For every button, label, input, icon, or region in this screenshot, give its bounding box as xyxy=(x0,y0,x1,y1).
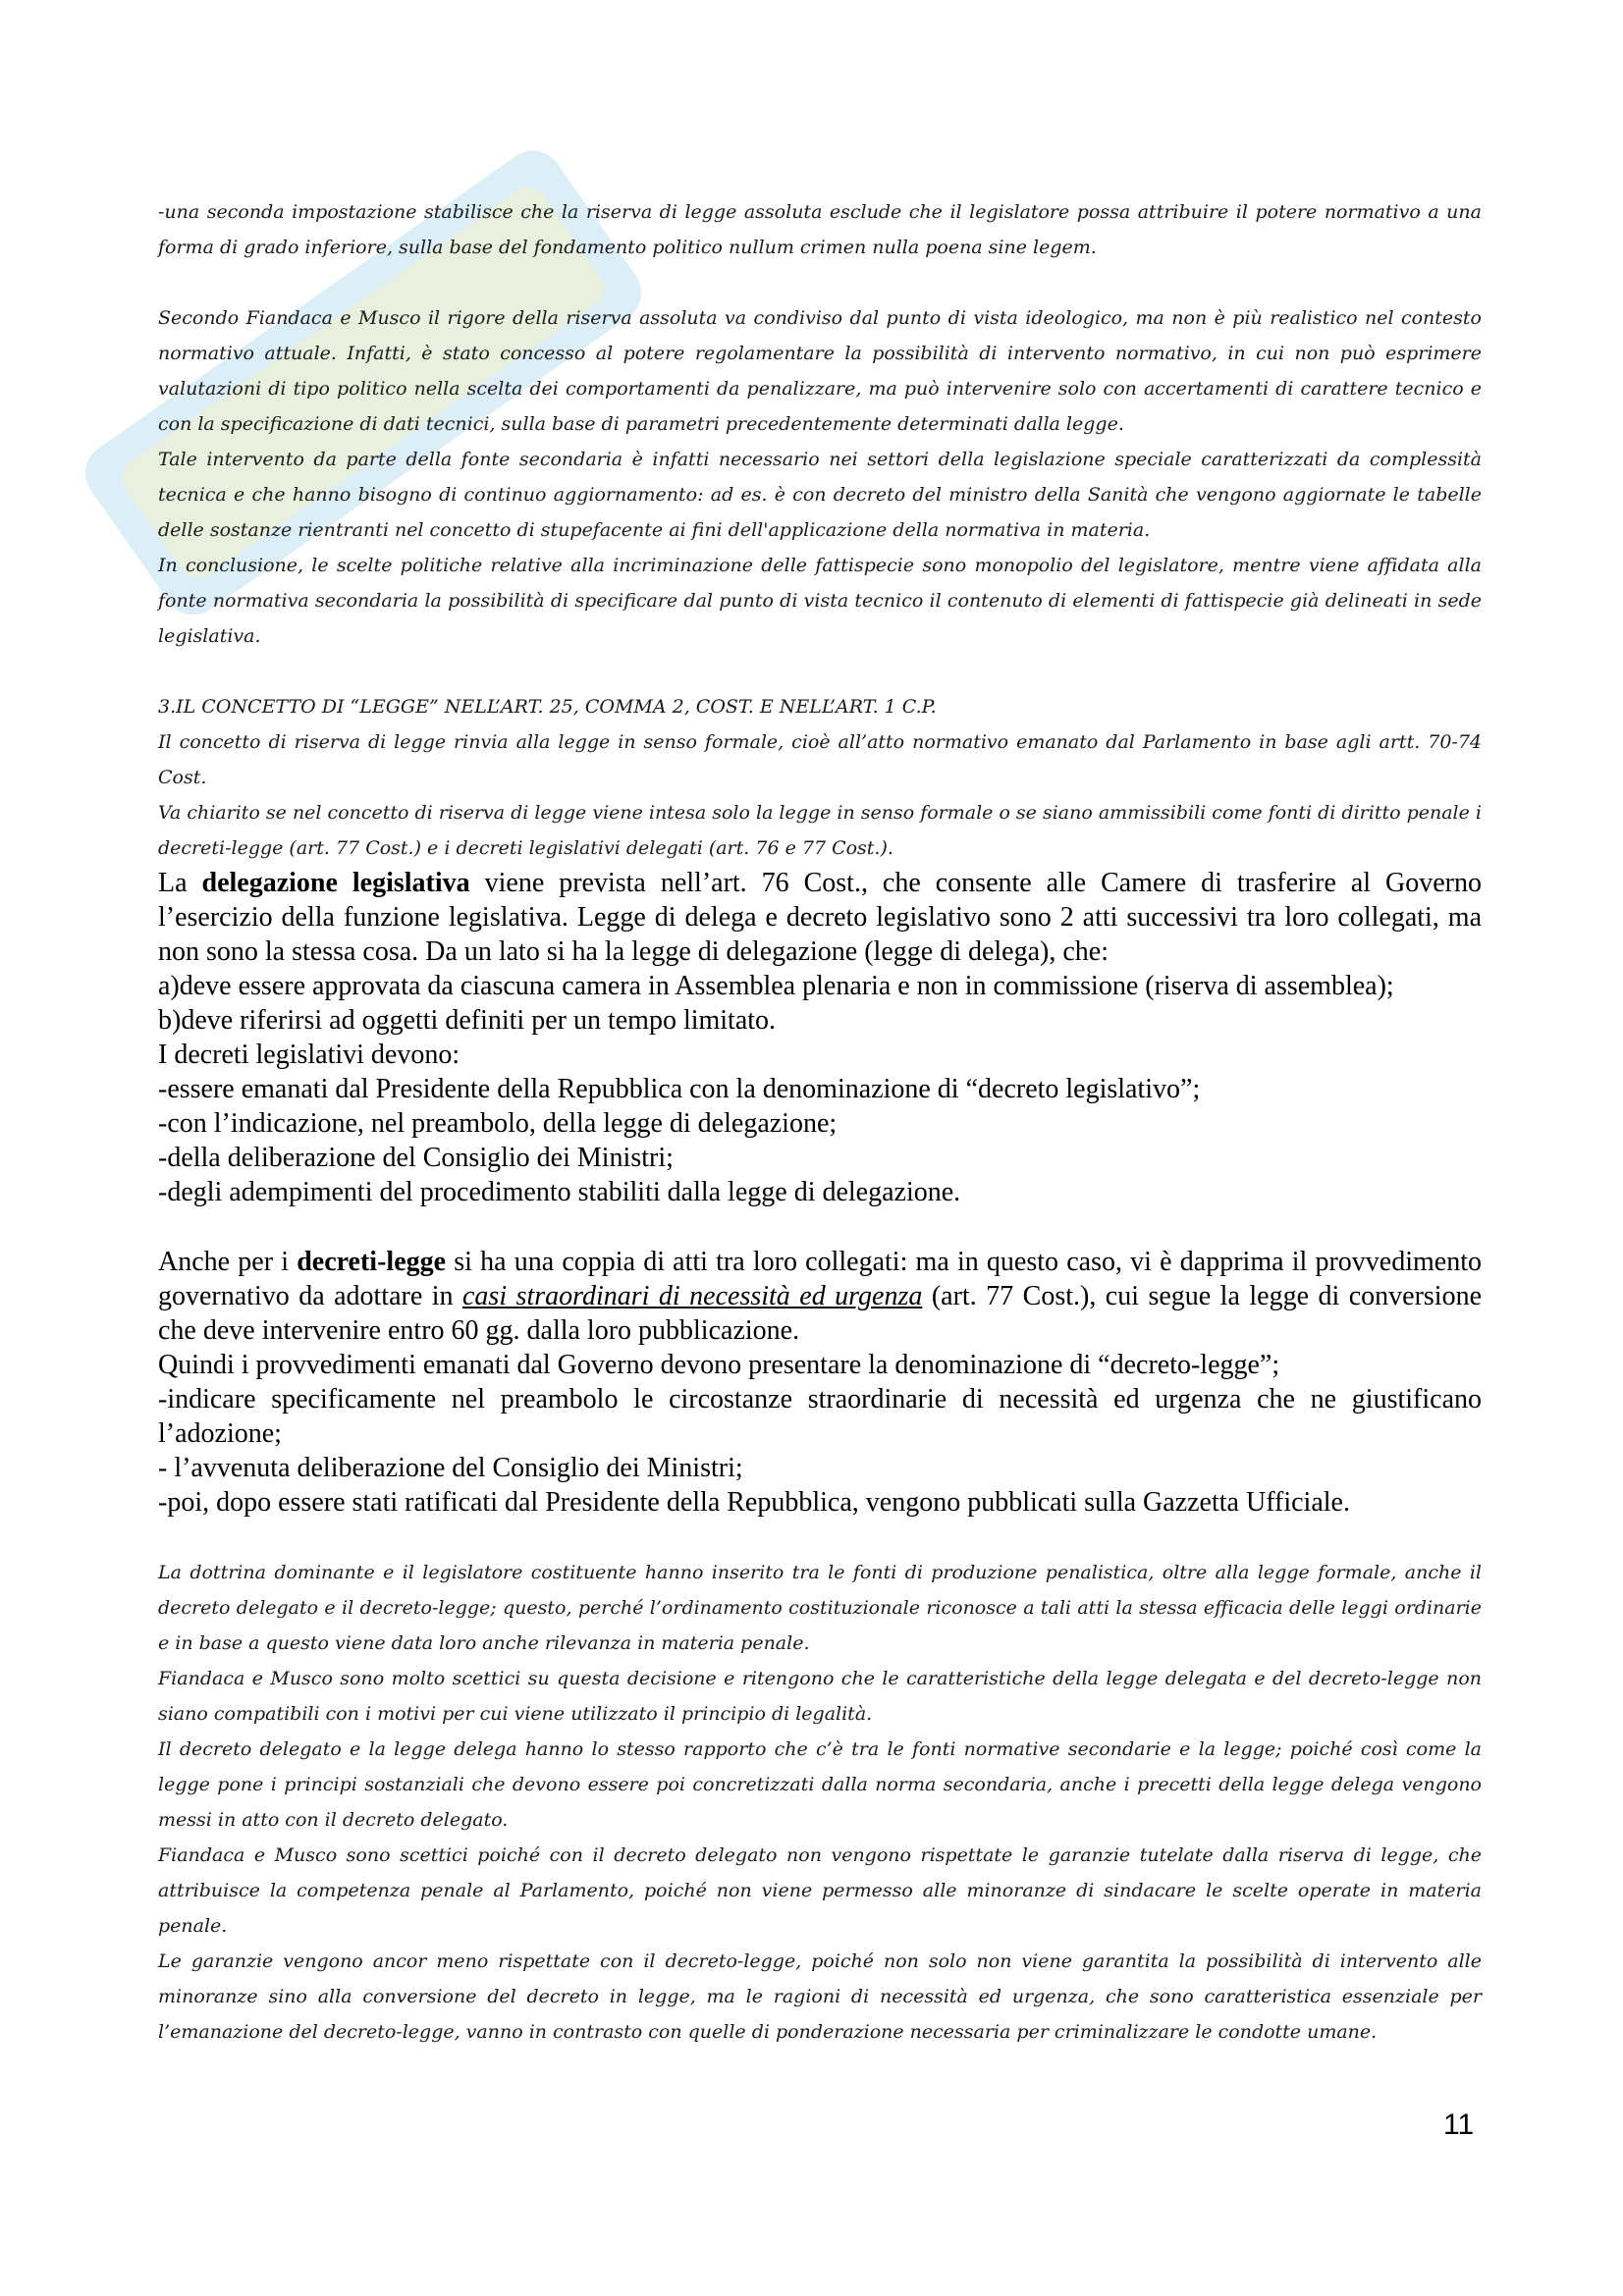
list-item: -della deliberazione del Consiglio dei Ministri; xyxy=(158,1143,674,1173)
paragraph: Va chiarito se nel concetto di riserva di legge viene intesa solo la legge in senso formale o se siano ammissibili come fonti di diritto penale i decreti-legge (art. 77 Cost.) e i decreti legislativi delegati (art. 76 e 77 Cost.). xyxy=(158,802,1482,859)
bold-term: delegazione legislativa xyxy=(201,868,470,898)
page-number: 11 xyxy=(1443,2109,1475,2141)
bold-term: decreti-legge xyxy=(297,1247,447,1277)
decreti-legge-intro: Anche per i decreti-legge si ha una coppia di atti tra loro collegati: ma in questo caso, vi è dapprima il provvedimento governativo da adottare in casi straordinari di necessità ed urgenza (art. 77 Cost.), cui segue la legge di conversione che deve intervenire entro 60 gg. dalla loro pubblicazione. xyxy=(158,1247,1482,1346)
paragraph: Le garanzie vengono ancor meno rispettate con il decreto-legge, poiché non solo non viene garantita la possibilità di intervento alle minoranze sino alla conversione del decreto in legge, ma le ragioni di necessità ed urgenza, che sono caratteristica essenziale per l’emanazione del decreto-legge, vanno in contrasto con quelle di ponderazione necessaria per criminalizzare le condotte umane. xyxy=(158,1950,1482,2043)
list-item: -essere emanati dal Presidente della Repubblica con la denominazione di “decreto legislativo”; xyxy=(158,1074,1201,1104)
list-item: Quindi i provvedimenti emanati dal Governo devono presentare la denominazione di “decreto-legge”; xyxy=(158,1350,1280,1380)
paragraph: La dottrina dominante e il legislatore costituente hanno inserito tra le fonti di produzione penalistica, oltre alla legge formale, anche il decreto delegato e il decreto-legge; questo, perché l’ordinamento costituzionale riconosce a tali atti la stessa efficacia delle leggi ordinarie e in base a questo viene data loro anche rilevanza in materia penale. xyxy=(158,1562,1482,1654)
section-heading: 3.IL CONCETTO DI “LEGGE” NELL’ART. 25, COMMA 2, COST. E NELL’ART. 1 C.P. xyxy=(158,696,937,718)
paragraph: Fiandaca e Musco sono scettici poiché con il decreto delegato non vengono rispettate le garanzie tutelate dalla riserva di legge, che attribuisce la competenza penale al Parlamento, poiché non viene permesso alle minoranze di sindacare le scelte operate in materia penale. xyxy=(158,1844,1482,1937)
list-item: -con l’indicazione, nel preambolo, della legge di delegazione; xyxy=(158,1108,838,1139)
paragraph: Il concetto di riserva di legge rinvia alla legge in senso formale, cioè all’atto normativo emanato dal Parlamento in base agli artt. 70-74 Cost. xyxy=(158,731,1482,788)
list-item: -poi, dopo essere stati ratificati dal Presidente della Repubblica, vengono pubblicati sulla Gazzetta Ufficiale. xyxy=(158,1487,1350,1518)
underlined-phrase: casi straordinari di necessità ed urgenza xyxy=(462,1281,923,1311)
section-riserva xyxy=(158,194,1482,2050)
paragraph: Il decreto delegato e la legge delega hanno lo stesso rapporto che c’è tra le fonti normative secondarie e la legge; poiché così come la legge pone i principi sostanziali che devono essere poi concretizzati dalla norma secondaria, anche i precetti della legge delega vengono messi in atto con il decreto delegato. xyxy=(158,1738,1482,1831)
list-item: -degli adempimenti del procedimento stabiliti dalla legge di delegazione. xyxy=(158,1177,961,1207)
list-item: b)deve riferirsi ad oggetti definiti per un tempo limitato. xyxy=(158,1005,777,1036)
list-item: a)deve essere approvata da ciascuna camera in Assemblea plenaria e non in commissione (riserva di assemblea); xyxy=(158,971,1394,1001)
list-item: - l’avvenuta deliberazione del Consiglio dei Ministri; xyxy=(158,1453,743,1483)
list-item: -indicare specificamente nel preambolo le circostanze straordinarie di necessità ed urgenza che ne giustificano l’adozione; xyxy=(158,1384,1482,1449)
paragraph: In conclusione, le scelte politiche relative alla incriminazione delle fattispecie sono monopolio del legislatore, mentre viene affidata alla fonte normativa secondaria la possibilità di specificare dal punto di vista tecnico il contenuto di elementi di fattispecie già delineati in sede legislativa. xyxy=(158,555,1482,647)
list-intro: I decreti legislativi devono: xyxy=(158,1040,460,1070)
paragraph: Secondo Fiandaca e Musco il rigore della riserva assoluta va condiviso dal punto di vista ideologico, ma non è più realistico nel contesto normativo attuale. Infatti, è stato concesso al potere regolamentare la possibilità di intervento normativo, in cui non può esprimere valutazioni di tipo politico nella scelta dei comportamenti da penalizzare, ma può intervenire solo con accertamenti di carattere tecnico e con la specificazione di dati tecnici, sulla base di parametri precedentemente determinati dalla legge. xyxy=(158,307,1482,435)
paragraph: Fiandaca e Musco sono molto scettici su questa decisione e ritengono che le caratteristiche della legge delegata e del decreto-legge non siano compatibili con i motivi per cui viene utilizzato il principio di legalità. xyxy=(158,1668,1482,1725)
paragraph: -una seconda impostazione stabilisce che la riserva di legge assoluta esclude che il legislatore possa attribuire il potere normativo a una forma di grado inferiore, sulla base del fondamento politico nullum crimen nulla poena sine legem. xyxy=(158,201,1482,258)
paragraph: Tale intervento da parte della fonte secondaria è infatti necessario nei settori della legislazione speciale caratterizzati da complessità tecnica e che hanno bisogno di continuo aggiornamento: ad es. è con decreto del ministro della Sanità che vengono aggiornate le tabelle delle sostanze rientranti nel concetto di stupefacente ai fini dell'applicazione della normativa in materia. xyxy=(158,449,1482,541)
delega-intro: La delegazione legislativa viene prevista nell’art. 76 Cost., che consente alle Camere di trasferire al Governo l’esercizio della funzione legislativa. Legge di delega e decreto legislativo sono 2 atti successivi tra loro collegati, ma non sono la stessa cosa. Da un lato si ha la legge di delegazione (legge di delega), che: xyxy=(158,868,1482,967)
